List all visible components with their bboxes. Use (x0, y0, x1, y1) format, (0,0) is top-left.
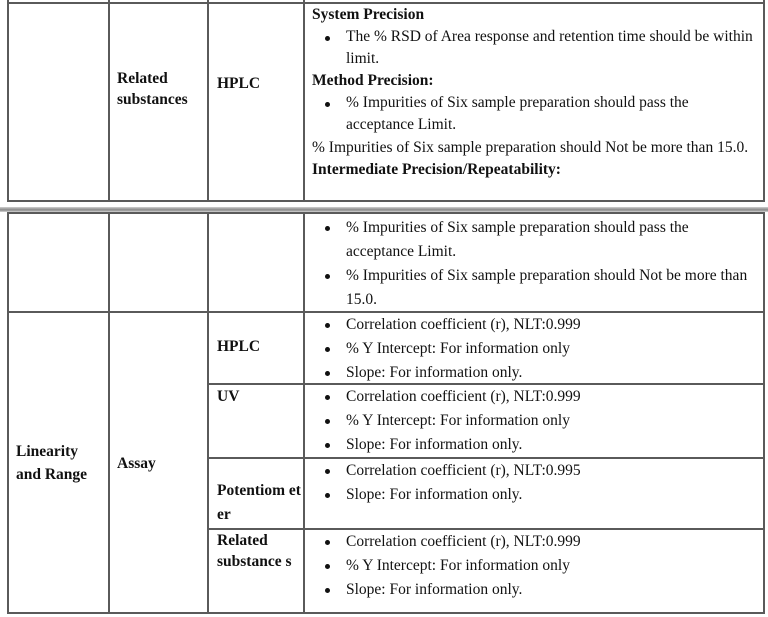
criteria-cell-potentiometer (312, 459, 760, 507)
method-precision-note: % Impurities of Six sample preparation should Not be more than 15.0. (312, 139, 749, 156)
method-name: Related substance s (217, 532, 292, 570)
validation-table-part2 (7, 212, 765, 616)
method-name: Potentiom eter (217, 482, 301, 523)
list-item: Slope: For information only. (312, 578, 760, 602)
list-item: % Impurities of Six sample preparation should Not be more than 15.0. (312, 264, 760, 312)
col-border-right (763, 0, 765, 202)
col-border-2 (207, 0, 209, 202)
col-border-right (763, 212, 765, 614)
method-precision-heading: Method Precision: (312, 72, 434, 89)
criteria-cell (312, 4, 760, 181)
method-name: HPLC (217, 338, 261, 355)
test-name-cell (117, 452, 205, 476)
criteria-cell-related-substances (312, 530, 760, 602)
method-cell-uv (217, 385, 301, 409)
list-item: Correlation coefficient (r), NLT:0.999 (312, 385, 760, 409)
criteria-list (312, 385, 760, 457)
list-item: % Impurities of Six sample preparation should pass the acceptance Limit. (312, 92, 760, 136)
criteria-cell-hplc (312, 313, 760, 385)
method-cell-hplc (217, 335, 301, 359)
intermediate-precision-heading: Intermediate Precision/Repeatability: (312, 161, 561, 178)
col-border-left (7, 212, 9, 614)
list-item: Correlation coefficient (r), NLT:0.999 (312, 530, 760, 554)
list-item: Slope: For information only. (312, 483, 760, 507)
method-precision-list (312, 92, 760, 136)
list-item: % Y Intercept: For information only (312, 554, 760, 578)
col-border-3 (303, 212, 305, 614)
criteria-list (312, 530, 760, 602)
criteria-list (312, 459, 760, 507)
list-item: Correlation coefficient (r), NLT:0.999 (312, 313, 760, 337)
col-border-left (7, 0, 9, 202)
list-item: Correlation coefficient (r), NLT:0.995 (312, 459, 760, 483)
parameter-cell (16, 440, 106, 486)
list-item: Slope: For information only. (312, 361, 760, 385)
method-cell (217, 72, 301, 96)
list-item: % Y Intercept: For information only (312, 409, 760, 433)
method-name: UV (217, 388, 240, 405)
criteria-list (312, 313, 760, 385)
col-border-3 (303, 0, 305, 202)
list-item: Slope: For information only. (312, 433, 760, 457)
list-item: The % RSD of Area response and retention time should be within limit. (312, 26, 760, 70)
method-name: HPLC (217, 75, 261, 92)
continuation-list (312, 216, 760, 312)
row-border-top (7, 212, 765, 214)
validation-table-part1 (7, 0, 765, 204)
parameter-name: Linearity and Range (16, 443, 88, 483)
criteria-cell-uv (312, 385, 760, 457)
test-name: Related substances (117, 70, 188, 108)
row-border-bottom (7, 200, 765, 202)
test-name-cell (117, 68, 205, 110)
col-border-1 (108, 0, 110, 202)
list-item: % Impurities of Six sample preparation should pass the acceptance Limit. (312, 216, 760, 264)
row-border-bottom (7, 612, 765, 614)
method-cell-potentiometer (217, 479, 303, 527)
col-border-1 (108, 212, 110, 614)
list-item: % Y Intercept: For information only (312, 337, 760, 361)
method-cell-related-substances (217, 530, 303, 572)
test-name: Assay (117, 455, 156, 472)
continuation-criteria-cell (312, 216, 760, 312)
col-border-2 (207, 212, 209, 614)
system-precision-list (312, 26, 760, 70)
system-precision-heading: System Precision (312, 6, 425, 23)
